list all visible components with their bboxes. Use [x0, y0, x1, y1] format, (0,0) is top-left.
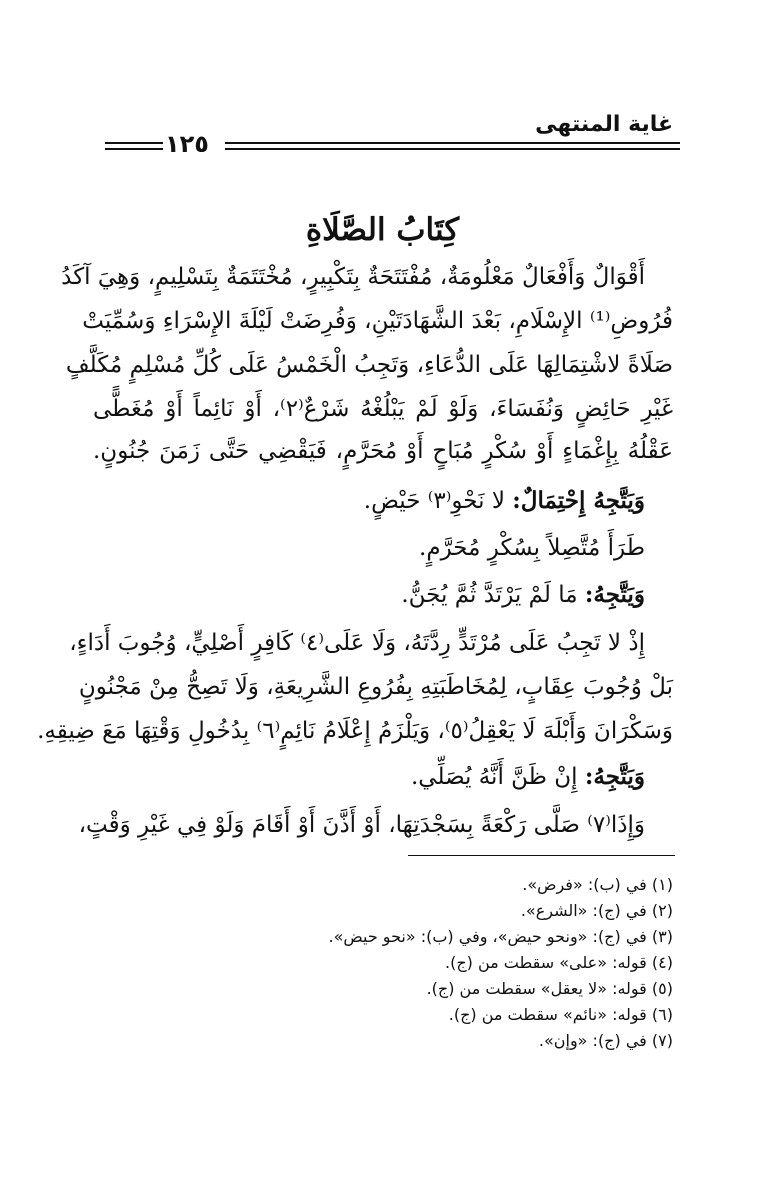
yattajih-text: مَا لَمْ يَرْتَدَّ ثُمَّ يُجَنُّ. [401, 582, 578, 608]
body-line: صَلَاةً لاشْتِمَالِهَا عَلَى الدُّعَاءِ، وَتَجِبُ الْخَمْسُ عَلَى كُلِّ مُسْلِمٍ مُكَلَّفٍ [65, 352, 673, 378]
chapter-title: كِتَابُ الصَّلَاةِ [305, 212, 460, 248]
body-line: غَيْرِ حَائِضٍ وَنُفَسَاءَ، وَلَوْ لَمْ يَبْلُغْهُ شَرْعٌ⁽٢⁾، أَوْ نَائِماً أَوْ مُغَطًّى [93, 396, 674, 422]
header-rule-left-lower [105, 148, 163, 150]
footnote: (٤) قوله: «على» سقطت من (ج). [444, 953, 673, 972]
footnote: (٧) في (ج): «وإن». [538, 1031, 673, 1050]
page-number: ١٢٥ [165, 130, 209, 158]
yattajih-keyword: وَيَتَّجِهُ: [584, 581, 645, 608]
yattajih-keyword: وَيَتَّجِهُ إِحْتِمَالٌ: [512, 487, 645, 514]
footnote: (٦) قوله: «نائم» سقطت من (ج). [448, 1005, 673, 1024]
body-line: إِذْ لا تَجِبُ عَلَى مُرْتَدٍّ رِدَّتَهُ، وَلَا عَلَى⁽٤⁾ كَافِرٍ أَصْلِيٍّ، وُجُوبَ أَدَاءٍ، [69, 630, 645, 656]
body-line: فُرُوضِ⁽¹⁾ الإِسْلَامِ، بَعْدَ الشَّهَادَتَيْنِ، وَفُرِضَتْ لَيْلَةَ الإِسْرَاءِ وَسُمِّيَتْ [82, 308, 673, 334]
body-line: بَلْ وُجُوبَ عِقَابٍ، لِمُخَاطَبَتِهِ بِفُرُوعِ الشَّرِيعَةِ، وَلَا تَصِحُّ مِنْ مَجْنُونٍ [78, 674, 673, 700]
header-rule-right [225, 142, 680, 144]
body-line: أَقْوَالٌ وَأَفْعَالٌ مَعْلُومَةٌ، مُفْتَتَحَةٌ بِتَكْبِيرٍ، مُخْتَتَمَةٌ بِتَسْلِيمٍ، وَهِيَ آكَدُ [61, 264, 645, 290]
yattajih-line [93, 762, 645, 792]
yattajih-line [93, 580, 645, 610]
footnote-separator [408, 855, 675, 856]
yattajih-text: إِنْ ظَنَّ أَنَّهُ يُصَلِّي. [410, 764, 578, 790]
running-title: غاية المنتهى [535, 112, 673, 137]
yattajih-keyword: وَيَتَّجِهُ: [584, 763, 645, 790]
header-rule-left [105, 142, 163, 144]
body-line: وَسَكْرَانَ وَأَبْلَهَ لَا يَعْقِلُ⁽٥⁾، وَيَلْزَمُ إِعْلَامُ نَائِمٍ⁽٦⁾ بِدُخُولِ وَقْتِهَا مَعَ ضِيقِهِ. [37, 718, 673, 744]
body-line: طَرَأَ مُتَّصِلاً بِسُكْرٍ مُحَرَّمٍ. [419, 535, 645, 561]
footnote: (٥) قوله: «لا يعقل» سقطت من (ج). [426, 979, 673, 998]
footnote: (٢) في (ج): «الشرع». [520, 901, 673, 920]
body-line: عَقْلُهُ بِإِغْمَاءٍ أَوْ سُكْرٍ مُبَاحٍ أَوْ مُحَرَّمٍ، فَيَقْضِي حَتَّى زَمَنَ جُنُونٍ. [93, 438, 673, 464]
yattajih-text: لا نَحْوِ⁽٣⁾ حَيْضٍ. [363, 488, 505, 514]
header-rule-right-lower [225, 148, 680, 150]
body-line: وَإِذَا⁽٧⁾ صَلَّى رَكْعَةً بِسَجْدَتِهَا، أَوْ أَذَّنَ أَوْ أَقَامَ وَلَوْ فِي غَيْرِ وَقْتٍ، [78, 812, 645, 838]
footnote: (١) في (ب): «فرض». [522, 875, 673, 894]
yattajih-line [93, 486, 645, 516]
footnote: (٣) في (ج): «ونحو حيض»، وفي (ب): «نحو حيض». [328, 927, 673, 946]
